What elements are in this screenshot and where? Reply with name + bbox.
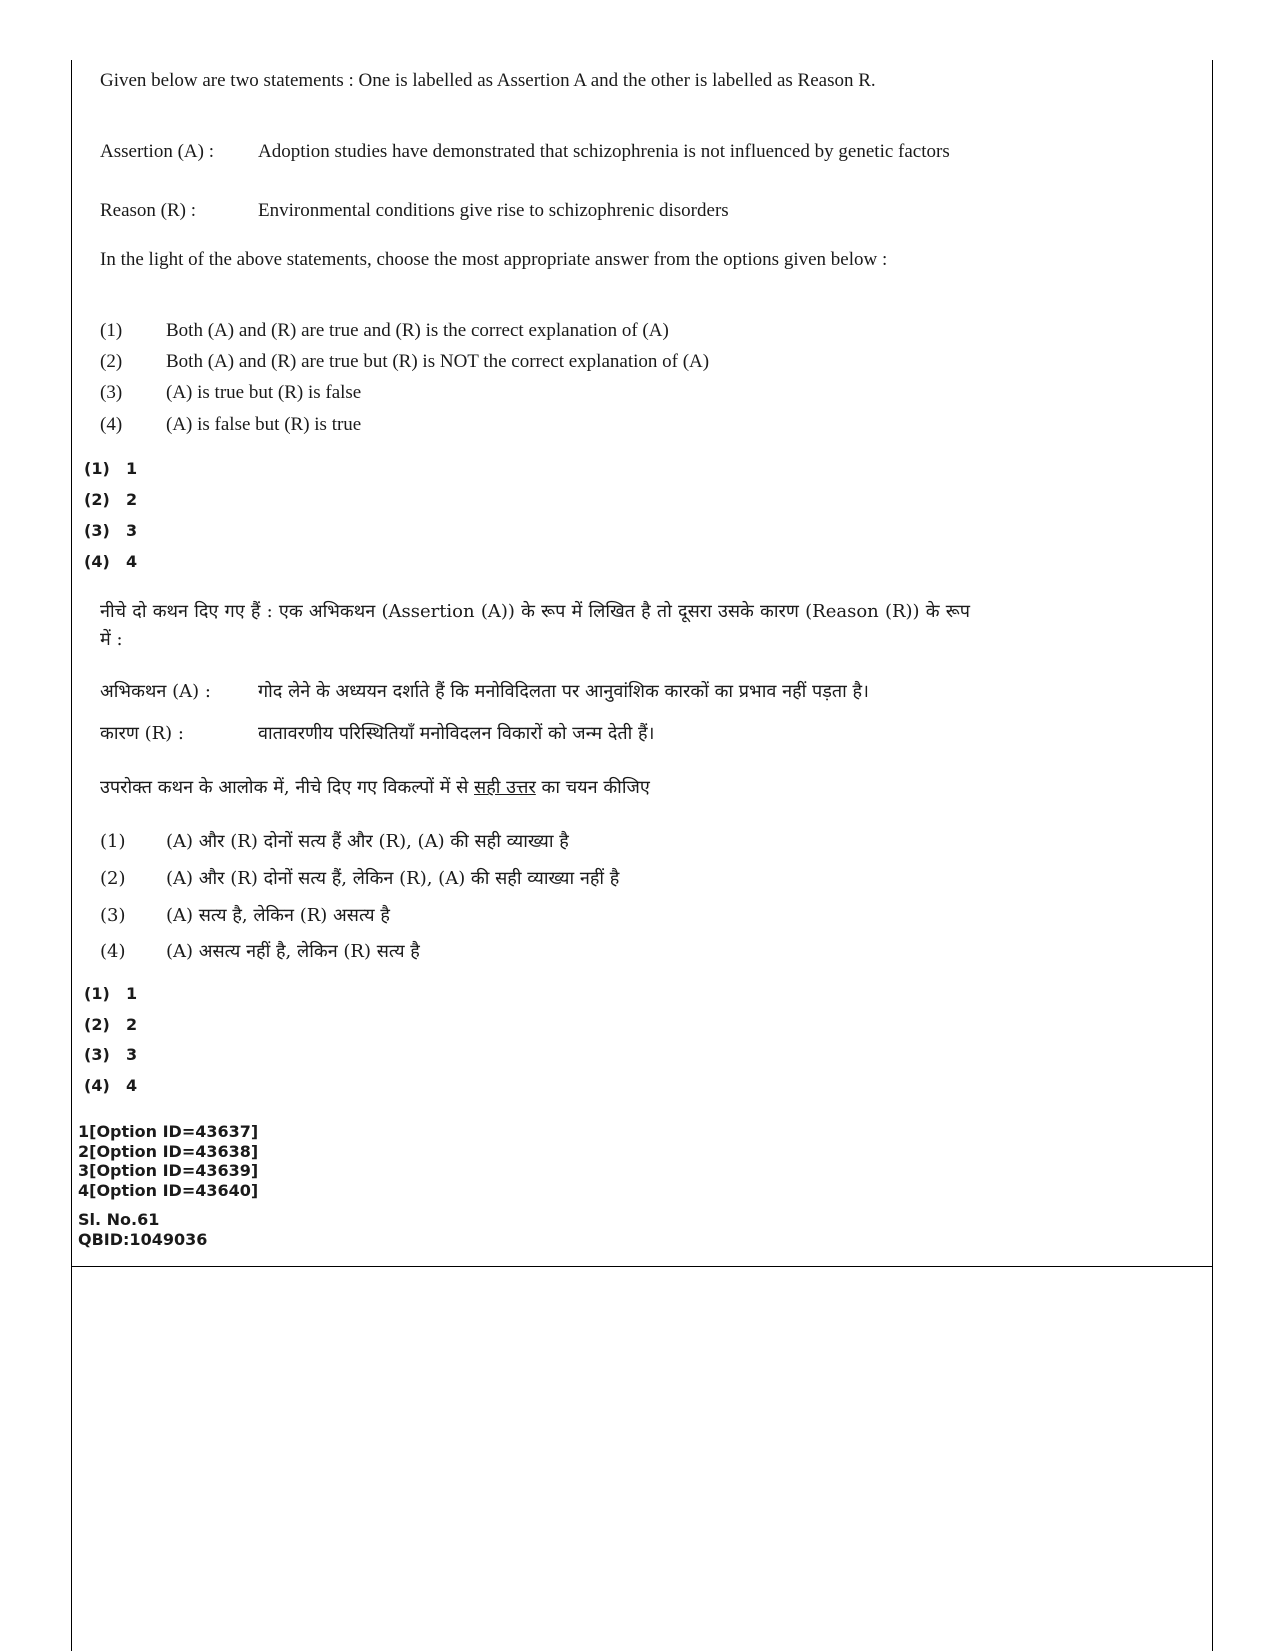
answer-choice-hi-1[interactable] xyxy=(84,984,137,1004)
option-hi-4 xyxy=(100,940,420,964)
option-en-1 xyxy=(100,319,669,343)
reason-text-en: Environmental conditions give rise to schizophrenic disorders xyxy=(258,200,729,221)
option-text: Both (A) and (R) are true and (R) is the correct explanation of (A) xyxy=(166,320,669,341)
option-hi-1 xyxy=(100,830,569,854)
next-question-header xyxy=(78,1210,207,1249)
answer-value: 3 xyxy=(126,521,138,540)
reason-label-hi: कारण (R) : xyxy=(100,723,184,744)
answer-number: (4) xyxy=(84,1076,110,1095)
option-number: (1) xyxy=(100,831,126,852)
assertion-label-hi: अभिकथन (A) : xyxy=(100,681,211,702)
prompt-post: का चयन कीजिए xyxy=(535,777,650,798)
answer-choice-en-1[interactable] xyxy=(84,459,137,479)
answer-value: 3 xyxy=(126,1045,138,1064)
question-intro-en: Given below are two statements : One is labelled as Assertion A and the other is labelled as Reason R. xyxy=(100,70,876,91)
answer-choice-hi-4[interactable] xyxy=(84,1076,137,1096)
reason-label-en: Reason (R) : xyxy=(100,200,197,221)
option-number: (3) xyxy=(100,382,123,403)
answer-number: (3) xyxy=(84,521,110,540)
option-text: (A) is false but (R) is true xyxy=(166,414,362,435)
answer-value: 1 xyxy=(126,984,138,1003)
answer-number: (4) xyxy=(84,552,110,571)
assertion-hi xyxy=(100,680,869,704)
answer-number: (2) xyxy=(84,490,110,509)
option-text: (A) असत्य नहीं है, लेकिन (R) सत्य है xyxy=(166,941,420,962)
question-prompt-en: In the light of the above statements, choose the most appropriate answer from the options given below : xyxy=(100,249,888,270)
answer-choice-en-3[interactable] xyxy=(84,521,137,541)
option-id: 2[Option ID=43638] xyxy=(78,1141,259,1161)
answer-choice-en-4[interactable] xyxy=(84,552,137,572)
assertion-text-hi: गोद लेने के अध्ययन दर्शाते हैं कि मनोविदिलता पर आनुवांशिक कारकों का प्रभाव नहीं पड़ता है। xyxy=(258,681,869,702)
option-number: (4) xyxy=(100,414,123,435)
question-bank-id: QBID:1049036 xyxy=(78,1229,208,1249)
option-id-list xyxy=(78,1122,258,1200)
answer-value: 4 xyxy=(126,1076,138,1095)
assertion-text-en: Adoption studies have demonstrated that schizophrenia is not influenced by genetic factors xyxy=(258,141,950,162)
option-hi-3 xyxy=(100,904,390,928)
answer-value: 4 xyxy=(126,552,138,571)
option-en-2 xyxy=(100,350,709,374)
option-id: 4[Option ID=43640] xyxy=(78,1180,259,1200)
option-number: (1) xyxy=(100,320,123,341)
option-number: (2) xyxy=(100,351,123,372)
option-text: (A) और (R) दोनों सत्य हैं और (R), (A) की सही व्याख्या है xyxy=(166,831,569,852)
option-text: (A) और (R) दोनों सत्य हैं, लेकिन (R), (A) की सही व्याख्या नहीं है xyxy=(166,868,620,889)
answer-choice-hi-2[interactable] xyxy=(84,1015,137,1035)
answer-number: (1) xyxy=(84,459,110,478)
option-text: (A) सत्य है, लेकिन (R) असत्य है xyxy=(166,905,390,926)
option-text: (A) is true but (R) is false xyxy=(166,382,362,403)
option-text: Both (A) and (R) are true but (R) is NOT the correct explanation of (A) xyxy=(166,351,710,372)
option-id: 3[Option ID=43639] xyxy=(78,1161,259,1180)
answer-value: 2 xyxy=(126,1015,138,1034)
answer-value: 1 xyxy=(126,459,138,478)
assertion-label-en: Assertion (A) : xyxy=(100,141,214,162)
answer-number: (1) xyxy=(84,984,110,1003)
reason-hi xyxy=(100,722,654,746)
assertion-en xyxy=(100,140,970,164)
option-en-3 xyxy=(100,381,361,405)
option-hi-2 xyxy=(100,867,619,891)
prompt-pre: उपरोक्त कथन के आलोक में, नीचे दिए गए विकल्पों में से xyxy=(100,777,475,798)
option-id: 1[Option ID=43637] xyxy=(78,1122,259,1141)
serial-number: Sl. No.61 xyxy=(78,1210,160,1229)
answer-number: (2) xyxy=(84,1015,110,1034)
section-divider xyxy=(72,1266,1212,1267)
question-prompt-hi xyxy=(100,776,970,800)
answer-choice-en-2[interactable] xyxy=(84,490,137,510)
question-intro-hi: नीचे दो कथन दिए गए हैं : एक अभिकथन (Assertion (A)) के रूप में लिखित है तो दूसरा उसके कारण (Reason (R)) के रूप में : xyxy=(100,601,970,650)
option-en-4 xyxy=(100,413,361,437)
answer-number: (3) xyxy=(84,1045,110,1064)
reason-text-hi: वातावरणीय परिस्थितियाँ मनोविदलन विकारों को जन्म देती हैं। xyxy=(258,723,655,744)
prompt-underlined: सही उत्तर xyxy=(474,777,536,798)
answer-value: 2 xyxy=(126,490,138,509)
page-frame xyxy=(71,60,1213,1651)
option-number: (3) xyxy=(100,905,126,926)
reason-en xyxy=(100,199,729,223)
answer-choice-hi-3[interactable] xyxy=(84,1045,137,1065)
option-number: (2) xyxy=(100,868,126,889)
option-number: (4) xyxy=(100,941,126,962)
